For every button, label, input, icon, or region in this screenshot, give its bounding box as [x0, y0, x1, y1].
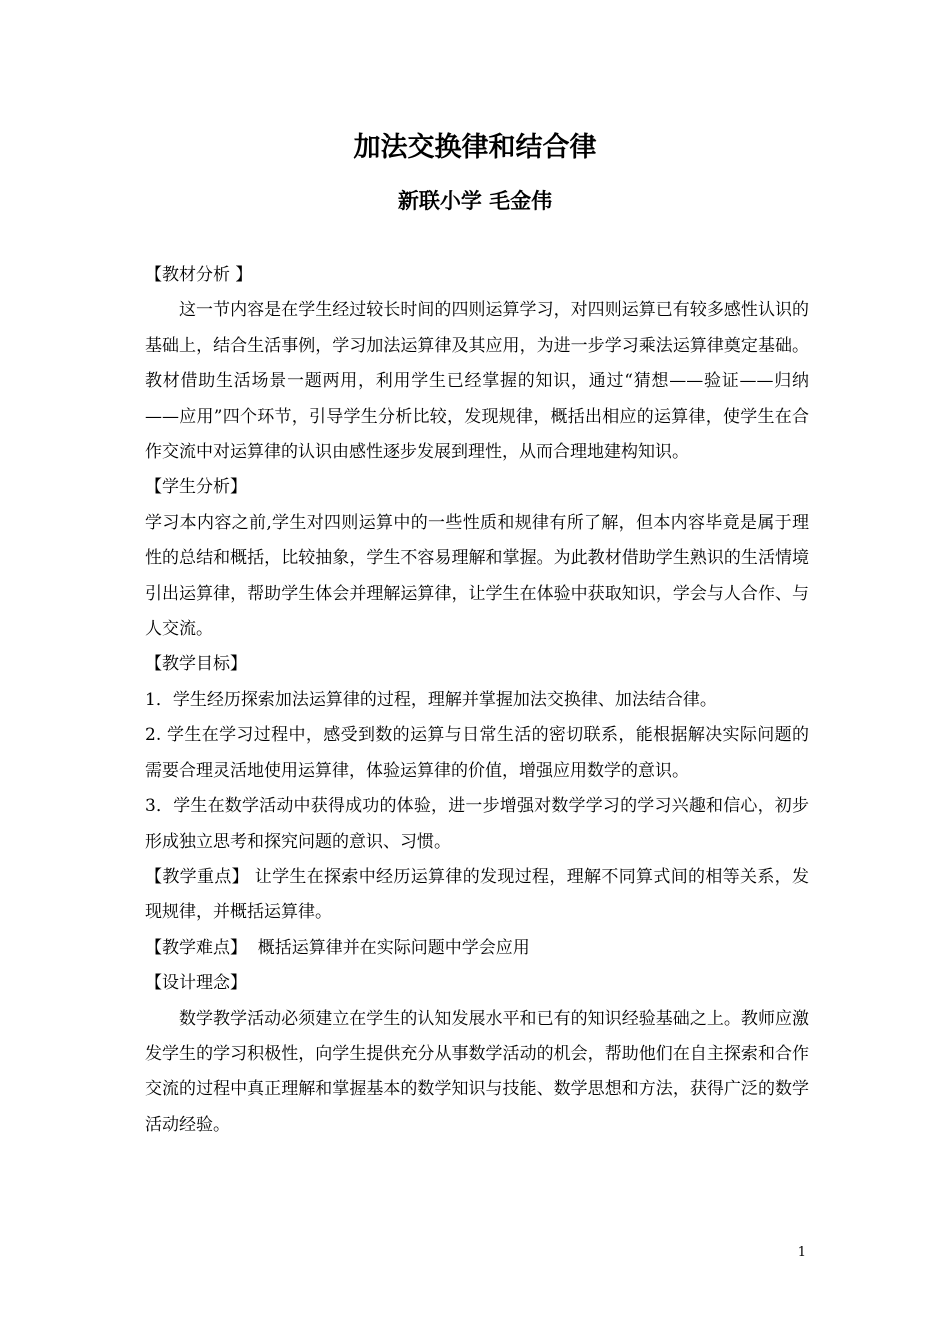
- paragraph-student: 学习本内容之前,学生对四则运算中的一些性质和规律有所了解，但本内容毕竟是属于理性的总结和概括，比较抽象，学生不容易理解和掌握。为此教材借助学生熟识的生活情境引出运算律，帮助学生体会并理解运算律，让学生在体验中获取知识，学会与人合作、与人交流。: [145, 512, 809, 640]
- section-heading-difficulty: 【教学难点】: [145, 937, 247, 958]
- section-heading-key: 【教学重点】: [145, 866, 249, 887]
- goal-item-2: 2. 学生在学习过程中，感受到数的运算与日常生活的密切联系，能根据解决实际问题的需要合理灵活地使用运算律，体验运算律的价值，增强应用数学的意识。: [145, 725, 809, 781]
- key-point-paragraph: [145, 860, 809, 931]
- page-number: 1: [797, 1245, 806, 1260]
- document-title: 加法交换律和结合律: [353, 132, 597, 163]
- difficulty-text: 概括运算律并在实际问题中学会应用: [247, 937, 530, 958]
- section-heading-student: 【学生分析】: [145, 477, 247, 498]
- difficulty-paragraph: [145, 931, 809, 966]
- key-point-text: 让学生在探索中经历运算律的发现过程，理解不同算式间的相等关系，发现规律，并概括运算律。: [145, 866, 810, 923]
- goal-item-1: 1．学生经历探索加法运算律的过程，理解并掌握加法交换律、加法结合律。: [145, 689, 717, 710]
- section-heading-concept: 【设计理念】: [145, 973, 247, 994]
- author-line: 新联小学 毛金伟: [397, 189, 553, 213]
- paragraph-concept: 数学教学活动必须建立在学生的认知发展水平和已有的知识经验基础之上。教师应激发学生的学习积极性，向学生提供充分从事数学活动的机会，帮助他们在自主探索和合作交流的过程中真正理解和掌握基本的数学知识与技能、数学思想和方法，获得广泛的数学活动经验。: [145, 1008, 809, 1135]
- paragraph-material: 这一节内容是在学生经过较长时间的四则运算学习，对四则运算已有较多感性认识的基础上，结合生活事例，学习加法运算律及其应用，为进一步学习乘法运算律奠定基础。教材借助生活场景一题两用，利用学生已经掌握的知识，通过“猜想——验证——归纳——应用”四个环节，引导学生分析比较，发现规律，概括出相应的运算律，使学生在合作交流中对运算律的认识由感性逐步发展到理性，从而合理地建构知识。: [145, 300, 809, 463]
- section-heading-goals: 【教学目标】: [145, 654, 247, 675]
- document-body: [145, 258, 809, 1143]
- goal-item-3: 3．学生在数学活动中获得成功的体验，进一步增强对数学学习的学习兴趣和信心，初步形成独立思考和探究问题的意识、习惯。: [145, 796, 809, 852]
- section-heading-material: 【教材分析 】: [145, 265, 253, 285]
